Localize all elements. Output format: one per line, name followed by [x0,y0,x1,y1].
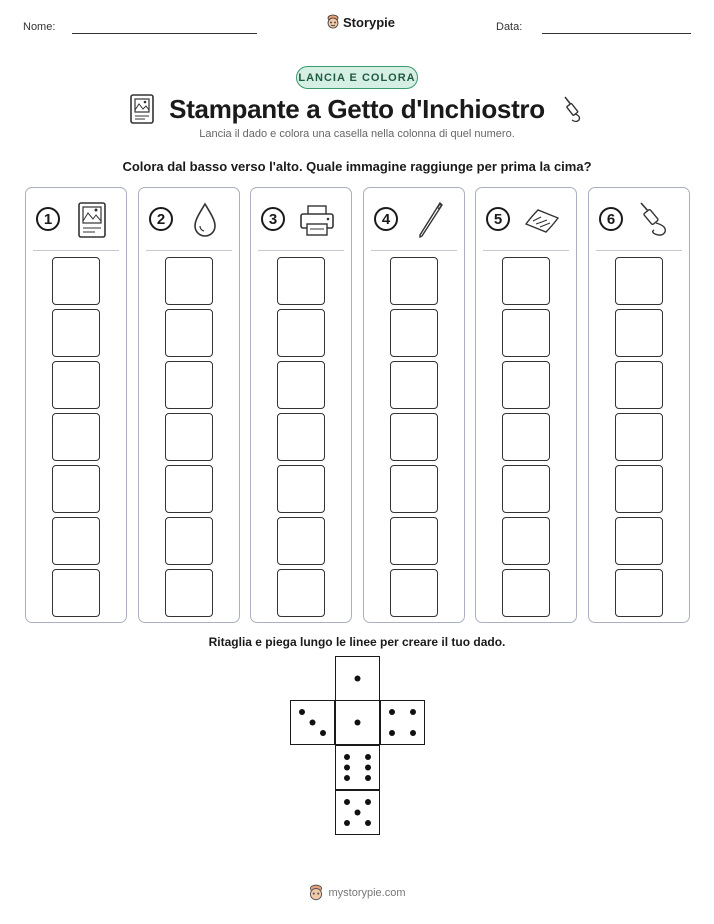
color-box[interactable] [615,257,663,305]
paper-sheet-icon [522,200,562,240]
die-pip [310,720,316,726]
brand-logo [326,14,395,30]
color-box[interactable] [502,517,550,565]
activity-badge: LANCIA E COLORA [296,66,418,89]
die-pip [365,765,371,771]
color-box[interactable] [502,361,550,409]
die-face [335,700,380,745]
die-net [290,656,425,836]
column-divider [258,250,344,251]
ink-drop-icon [185,200,225,240]
color-box[interactable] [502,257,550,305]
die-pip [344,775,350,781]
color-box[interactable] [390,309,438,357]
die-pip [355,720,361,726]
die-pip [344,820,350,826]
column-divider [483,250,569,251]
column-6 [588,187,690,623]
column-number: 3 [261,207,285,231]
color-box[interactable] [165,517,213,565]
color-box[interactable] [615,517,663,565]
die-face [335,656,380,701]
die-pip [410,730,416,736]
inkjet-photo-print-icon [129,94,155,124]
die-face [290,700,335,745]
storypie-mascot-icon [308,884,324,902]
title-row [0,92,714,126]
die-pip [355,810,361,816]
die-face [380,700,425,745]
column-divider [33,250,119,251]
storypie-mascot-icon [326,14,340,30]
color-box[interactable] [615,569,663,617]
color-box[interactable] [277,413,325,461]
die-pip [410,709,416,715]
color-box[interactable] [165,569,213,617]
color-box[interactable] [615,309,663,357]
footer-url: mystorypie.com [328,887,406,899]
color-box[interactable] [277,465,325,513]
column-1 [25,187,127,623]
color-box[interactable] [52,361,100,409]
column-5 [475,187,577,623]
die-pip [365,820,371,826]
column-number: 2 [149,207,173,231]
color-box[interactable] [52,517,100,565]
color-box[interactable] [277,309,325,357]
color-box[interactable] [52,413,100,461]
color-box[interactable] [502,569,550,617]
color-box[interactable] [277,361,325,409]
color-box[interactable] [615,465,663,513]
color-box[interactable] [165,361,213,409]
die-pip [320,730,326,736]
color-box[interactable] [390,465,438,513]
color-box[interactable] [277,517,325,565]
color-box[interactable] [615,361,663,409]
ink-syringe-icon [559,94,585,124]
color-box[interactable] [615,413,663,461]
die-pip [389,709,395,715]
date-label: Data: [496,21,523,33]
column-4 [363,187,465,623]
die-face [335,745,380,790]
color-box[interactable] [502,465,550,513]
column-number: 5 [486,207,510,231]
color-box[interactable] [390,413,438,461]
die-pip [299,709,305,715]
color-box[interactable] [277,569,325,617]
inkjet-printer-icon [297,200,337,240]
die-pip [365,799,371,805]
color-box[interactable] [52,569,100,617]
color-box[interactable] [390,517,438,565]
color-box[interactable] [52,309,100,357]
die-pip [344,765,350,771]
color-box[interactable] [165,257,213,305]
color-box[interactable] [52,465,100,513]
column-3 [250,187,352,623]
nozzle-needle-icon [410,200,450,240]
die-pip [389,730,395,736]
die-face [335,790,380,835]
column-2 [138,187,240,623]
color-box[interactable] [165,309,213,357]
column-number: 4 [374,207,398,231]
instruction: Colora dal basso verso l'alto. Quale immagine raggiunge per prima la cima? [122,159,592,174]
color-box[interactable] [502,413,550,461]
color-box[interactable] [165,465,213,513]
color-box[interactable] [390,257,438,305]
column-divider [371,250,457,251]
name-line[interactable] [72,33,257,34]
die-pip [365,775,371,781]
color-box[interactable] [52,257,100,305]
column-divider [146,250,232,251]
name-label: Nome: [23,21,56,33]
color-box[interactable] [390,569,438,617]
color-box[interactable] [502,309,550,357]
color-box[interactable] [277,257,325,305]
color-box[interactable] [390,361,438,409]
die-pip [344,754,350,760]
footer [0,884,714,902]
inkjet-photo-print-icon [72,200,112,240]
color-box[interactable] [165,413,213,461]
cut-instruction: Ritaglia e piega lungo le linee per creare il tuo dado. [208,635,506,649]
column-number: 6 [599,207,623,231]
column-divider [596,250,682,251]
die-pip [344,799,350,805]
die-pip [365,754,371,760]
die-pip [355,676,361,682]
column-number: 1 [36,207,60,231]
date-line[interactable] [542,33,691,34]
ink-syringe-icon [635,200,675,240]
brand-name: Storypie [343,14,396,30]
subtitle: Lancia il dado e colora una casella nella colonna di quel numero. [199,128,515,140]
page-title: Stampante a Getto d'Inchiostro [169,93,545,124]
